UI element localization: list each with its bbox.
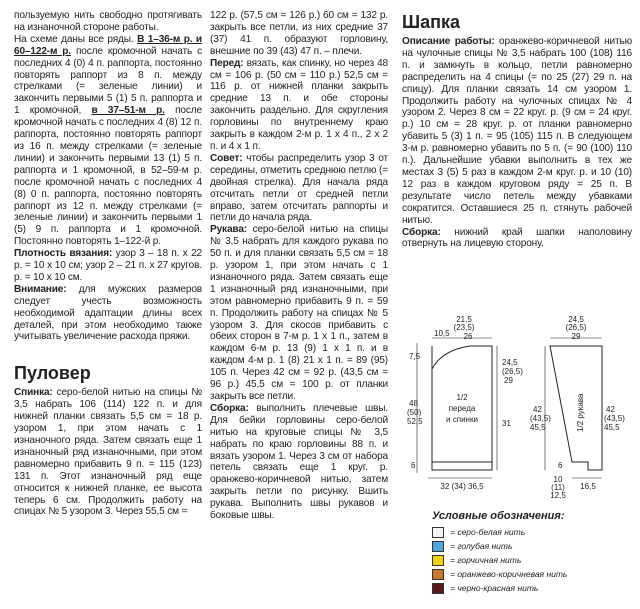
legend-item bbox=[432, 553, 632, 567]
text: после кромочной начать с последних 4 (8) 12 п. раппорта, постоянно повторять раппорт из 16 п. между стрелками (= зеленые линии) и закончить первыми 13 (1) 5 п. раппорта и 1 кромочной, в 52–59-м р. после кромочной начать с последних 4 (8) 0 п. раппорта, постоянно повторять раппорт из 12 п. между стрелками (= зеленые линии) и закончить первыми 1 (5) 9 п. раппорта и 1 кромочной. Постоянно повторять 1–122-й р. bbox=[14, 105, 202, 248]
dim-label: (26,5) bbox=[502, 367, 523, 376]
legend-label: = черно-красная нить bbox=[450, 583, 539, 593]
dim-label: 42 bbox=[606, 405, 615, 414]
dim-label: 24,5 bbox=[568, 315, 584, 324]
dim-label: (11) bbox=[551, 483, 565, 492]
legend-label: = голубая нить bbox=[450, 541, 513, 551]
dim-label: 10,5 bbox=[434, 329, 450, 338]
text: Сборка: bbox=[210, 402, 249, 414]
dim-label: 45,5 bbox=[530, 423, 546, 432]
dim-label: (50) bbox=[407, 408, 422, 417]
text: Спинка: bbox=[14, 387, 53, 399]
text: На схеме даны все ряды. bbox=[14, 33, 138, 45]
dim-label: (43,5) bbox=[530, 414, 551, 423]
paragraph: пользуемую нить свободно протягивать на изнаночной стороне работы. bbox=[14, 10, 202, 33]
color-swatch bbox=[432, 527, 444, 538]
text: В 1–36-м р. и 60–122-м р. bbox=[14, 33, 202, 57]
dim-label: (43,5) bbox=[604, 414, 625, 423]
paragraph: 122 р. (57,5 см = 126 р.) 60 см = 132 р. закрыть все петли, из них средние 37 (37) 41 п. образуют горловину, внешние по 39 (43) 47 п. – плечи. bbox=[210, 10, 388, 57]
body-label: и спинки bbox=[446, 415, 478, 424]
legend-item bbox=[432, 539, 632, 553]
text: чтобы распределить узор 3 от середины, отметить среднюю петлю (= двойная стрелка). Для начала ряда отсчитать петли от средней петли вправо, затем отсчитать раппорты и петли до начала ряда. bbox=[210, 152, 388, 224]
dim-label: 10 bbox=[553, 475, 563, 484]
text: Сборка: bbox=[402, 226, 441, 238]
dim-label: 24,5 bbox=[502, 358, 518, 367]
legend-label: = горчичная нить bbox=[450, 555, 522, 565]
color-swatch bbox=[432, 541, 444, 552]
text: в 37–51-м р. bbox=[91, 105, 165, 117]
dim-label: 6 bbox=[411, 461, 416, 470]
dim-label: 26 bbox=[463, 332, 473, 341]
legend-title: Условные обозначения: bbox=[432, 510, 565, 522]
text: серо-белой нитью на спицы № 3,5 набрать для каждого рукава по 50 п. и для планки связать 5,5 см = 18 р. узором 1, при этом начать с 1 изнаночного ряда. Затем связать еще 1 изнаночный ряд изнаночными, при этом равномерно прибавить 9 п. = 59 п. Продолжить работу на спицах № 5 узором 3. Для скосов прибавить с обеих сторон в 7-м р. 1 х 1 п., затем в каждом 6-м р. 13 (9) 1 х 1 п. и в каждом 4-м р. 1 (8) 21 х 1 п. = 89 (95) 105 п. Через 42 см = 92 р. (43,5 см = 96 р.) 45,5 см = 100 р. от планки закрыть все петли. bbox=[210, 224, 388, 402]
dim-label: 12,5 bbox=[550, 491, 566, 500]
dim-label: 16,5 bbox=[580, 482, 596, 491]
text: Внимание: bbox=[14, 283, 67, 295]
body-label: 1/2 bbox=[456, 393, 468, 402]
dim-label: 29 bbox=[504, 376, 513, 385]
text: Перед: bbox=[210, 57, 244, 69]
dim-label: 29 bbox=[571, 332, 581, 341]
text: Совет: bbox=[210, 152, 243, 164]
legend-label: = оранжево-коричневая нить bbox=[450, 569, 568, 579]
color-swatch bbox=[432, 569, 444, 580]
text: оранжево-коричневой нитью на чулочные спицы № 3,5 набрать 100 (108) 116 п. и замкнуть в кольцо, петли равномерно распределить на 4 спицы (= по 25 (27) 29 п. на спицу). Для планки связать 14 см узором 1. Продолжить работу на чулочных спицах № 4 узором 2. Через 8 см = 22 круг. р. (9 см = 24 круг. р.) 10 см = 28 круг. р. от планки равномерно убавить 5 (3) 1 п. = 95 (105) 115 п. В следующем 3-м р. равномерно убавить по 5 п. (= 90 (100) 110 п.). Дальнейшие убавки выполнить в тех же местах 3 (5) 5 раз в каждом 2-м круг. р. и 10 (10) 12 раз в каждом круговом ряду = 25 п. В результате число петель между убавками сократится. Оставшиеся 25 п. стянуть рабочей нитью. bbox=[402, 36, 632, 226]
legend-item bbox=[432, 567, 632, 581]
legend-item bbox=[432, 581, 632, 595]
legend-item bbox=[432, 525, 632, 539]
dim-label: (23,5) bbox=[453, 323, 475, 332]
legend-label: = серо-белая нить bbox=[450, 527, 526, 537]
text: Описание работы: bbox=[402, 36, 495, 47]
text: после кромочной начать с последних 4 (0) 4 п. раппорта, постоянно повторять раппорт из 8 п. между стрелками (= зеленые линии) и закончить первыми 5 (1) 5 п. раппорта и 1 кромочной, bbox=[14, 45, 202, 117]
text: узор 3 – 18 п. х 22 р. = 10 х 10 см; узор 2 – 21 п. х 27 кругов. р. = 10 х 10 см. bbox=[14, 248, 202, 283]
dim-label: 48 bbox=[409, 399, 418, 408]
section-heading-pullover: Пуловер bbox=[14, 363, 91, 384]
dim-label: 45,5 bbox=[604, 423, 620, 432]
dim-label: 7,5 bbox=[409, 352, 421, 361]
dim-label: 52,5 bbox=[407, 417, 423, 426]
sleeve-label: 1/2 рукава bbox=[576, 393, 585, 432]
text: выполнить плечевые швы. Для бейки горловины серо-белой нитью на круговые спицы № 3,5 набрать по краю горловины 88 п. и вязать узором 1. Через 3 см от набора петель связать еще 1 круг. р. оранжево-коричневой нитью, затем закрыть петли по рисунку. Вшить рукава. Выполнить швы рукавов и боковые швы. bbox=[210, 402, 388, 522]
dim-label: (26,5) bbox=[565, 323, 587, 332]
dim-label: 42 bbox=[533, 405, 542, 414]
section-heading-hat: Шапка bbox=[402, 12, 460, 32]
text: для мужских размеров следует учесть возможность необходимой адаптации длины всех деталей, при этом необходимо также учитывать увеличение расхода пряжи. bbox=[14, 283, 202, 343]
text: Рукава: bbox=[210, 224, 248, 236]
text: Плотность вязания: bbox=[14, 248, 113, 260]
dim-label: 21,5 bbox=[456, 315, 472, 324]
legend bbox=[432, 510, 632, 595]
dim-label: 6 bbox=[558, 461, 563, 470]
dim-label: 32 (34) 36,5 bbox=[440, 482, 484, 491]
text: вязать, как спинку, но через 48 см = 106 р. (50 см = 110 р.) 52,5 см = 116 р. от нижней планки закрыть средние 13 п. и обе стороны закончить раздельно. Для скругления горловины по внутреннему краю закрыть в каждом 2-м р. 1 х 4 п., 2 х 2 п. и 4 х 1 п. bbox=[210, 57, 388, 152]
text: серо-белой нитью на спицы № 3,5 набрать 106 (114) 122 п. и для нижней планки связать 5,5 см = 18 р. узором 1, при этом начать с 1 изнаночного ряда. Затем связать еще 1 изнаночный ряд изнаночными, при этом равномерно прибавить 9 п. = 115 (123) 131 п. Этот изнаночный ряд еще относится к нижней планке, ее высота теперь 6 см. Продолжить работу на спицах № 5 узором 3. Через 55,5 см = bbox=[14, 387, 202, 518]
dim-label: 31 bbox=[502, 419, 511, 428]
text: нижний край шапки наполовину отвернуть на лицевую сторону. bbox=[402, 226, 632, 250]
body-label: переда bbox=[448, 404, 476, 413]
color-swatch bbox=[432, 583, 444, 594]
color-swatch bbox=[432, 555, 444, 566]
